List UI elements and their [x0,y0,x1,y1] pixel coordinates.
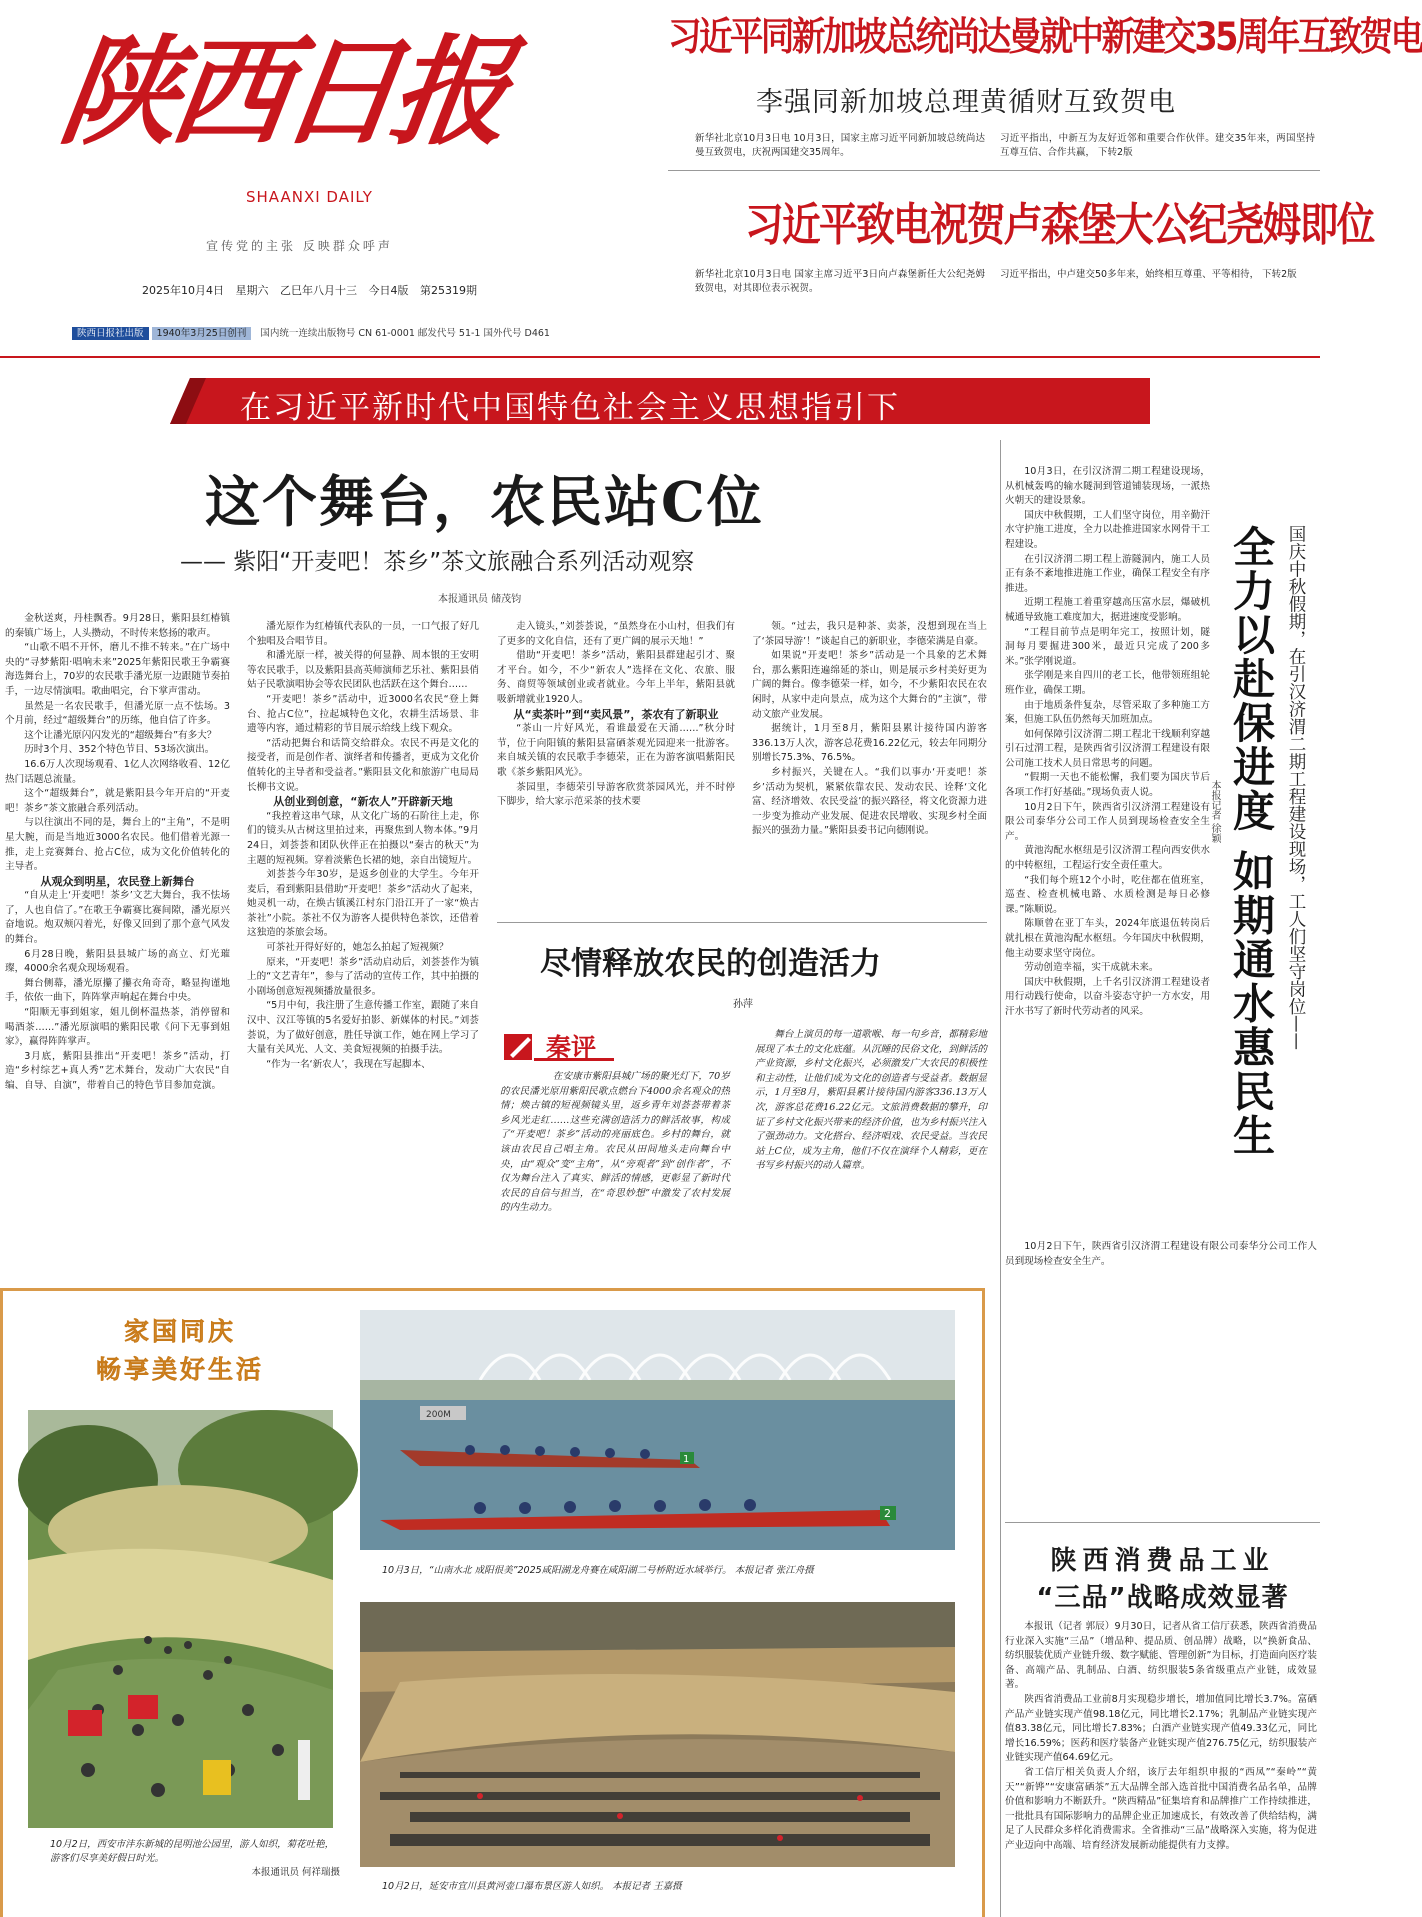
lead-column-1: 金秋送爽，丹桂飘香。9月28日，紫阳县红椿镇的秦镇广场上，人头攒动，不时传来悠扬的歌声。 “山歌不唱不开怀，磨儿不推不转来。”在广场中央的“寻梦紫阳·唱响未来”2025年紫阳民歌王争霸赛海选舞台上，70岁的农民歌手潘光原一边跟随节奏拍手，一边尽情演唱。歌曲唱完，台下掌声雷动。 虽然是一名农民歌手，但潘光原一点不怯场。3个月前，经过“超级舞台”的历练，他自信了许多。 这个让潘光原闪闪发光的“超级舞台”有多大？ 历时3个月、352个特色节目、53场次演出。 16.6万人次现场观看、1亿人次网络收看、12亿热门话题总流量。 这个“超级舞台”，就是紫阳县今年开启的“开麦吧！茶乡”茶文旅融合系列活动。 与以往演出不同的是，舞台上的“主角”，不是明星大腕，而是当地近3000名农民。他们借着光源一推，走上竞赛舞台、抢占C位，成为文化价值转化的主导者。 从观众到明星，农民登上新舞台 “自从走上‘开麦吧！茶乡’文艺大舞台，我不怯场了，人也自信了。”在歌王争霸赛比赛间隙，潘光原兴奋地说。炮双颊闪着光，好像又回到了那个意气风发的舞台。 6月28日晚，紫阳县县城广场的高立、灯光璀璨，4000余名观众现场观看。 舞台侧幕，潘光原攥了攥衣角奇奇，略显拘谨地手，依依一曲下，阵阵掌声响起在舞台中央。 “阳顺无事到姐家，姐儿倒杯温热茶，消停留和喝酒茶……”潘光原演唱的紫阳民歌《问下无事到姐家》，赢得阵阵掌声。 3月底，紫阳县推出“开麦吧！茶乡”活动，打造“乡村综艺+真人秀”艺术舞台，发动广大农民“自编、自导、自演”，带着自己的特色节目参加竞演。 [5,613,230,1091]
photo-hukou-waterfall[interactable] [360,1602,955,1867]
headline-luxembourg[interactable]: 习近平致电祝贺卢森堡大公纪尧姆即位 [745,198,1374,251]
section-subhead: 从创业到创意，“新农人”开辟新天地 [273,795,453,809]
right-story-byline: 本报记者 徐颖 [1209,780,1220,844]
right-story-tail: 10月2日下午，陕西省引汉济渭工程建设有限公司泰华分公司工作人员到现场检查安全生产。 [1005,1241,1317,1267]
continued-link[interactable]: 下转2版 [1262,269,1297,280]
photo-park[interactable] [28,1410,333,1828]
banner-text: 在习近平新时代中国特色社会主义思想指引下 [240,390,900,426]
serial-codes: 国内统一连续出版物号 CN 61-0001 邮发代号 51-1 国外代号 D461 [260,328,550,339]
distance-marker: 200M [426,1410,451,1420]
lead-column-2: 潘光原作为红椿镇代表队的一员，一口气报了好几个独唱及合唱节目。 和潘光原一样，被关得的何显静、周本银的王安明等农民歌手，以及紫阳县高英师演师艺乐社、紫阳县俏姑子民歌演唱协会等农民团队也活跃在这个舞台…… “开麦吧！茶乡”活动中，近3000名农民“登上舞台、抢占C位”，拉起城特色文化，农耕生活场景、非遗等内容，通过精彩的节目展示给线上线下观众。 “活动把舞台和话筒交给群众。农民不再是文化的接受者，而是创作者、演绎者和传播者，更成为文化价值转化的主导者和受益者。”紫阳县文化和旅游广电局局长柳书文说。 从创业到创意，“新农人”开辟新天地 “我控着这串气球，从文化广场的石阶往上走，你们的镜头从古树这里拍过来，再聚焦到人物本体。”9月24日，刘荟荟和团队伙伴正在拍摄以“秦古的秋天”为主题的短视频。穿着淡紫色长裙的她，亲自出镜短片。 刘荟荟今年30岁，是返乡创业的大学生。今年开麦后，看到紫阳县借助“开麦吧！茶乡”活动火了起来，她灵机一动，在焕古镇溪江村东门沿江开了一家“焕古茶社”小院。茶社不仅为游客人提供特色茶饮，还借着这独造的茶旅会场。 可茶社开得好好的，她怎么拍起了短视频？ 原来，“开麦吧！茶乡”活动启动后，刘荟荟作为镇上的“文艺青年”，参与了活动的宣传工作，其中拍摄的小剧场创意短视频播放量很多。 “5月中旬，我注册了生意传播工作室，跟随了来自汉中、汉江等镇的5名爱好拍影、新媒体的村民。”刘荟荟说，为了做好创意，胜任导演工作，她在网上学习了大量有关风光、人文、美食短视频的拍摄手法。 “作为一名‘新农人’，我现在写起脚本、 [247,621,479,1070]
photo-feature-title-line1: 家国同庆 [123,1317,236,1346]
photo-feature-title [75,1312,285,1386]
consumer-goods-text: 本报讯（记者 郭辰）9月30日，记者从省工信厅获悉，陕西省消费品行业深入实施“三品”（增品种、提品质、创品牌）战略，以“换新食品、纺织服装优质产业链升级、数字赋能、管理创新”为目标，打造面向医疗装备、高端产品、乳制品、白酒、纺织服装5条省级重点产业链，成效显著。 陕西省消费品工业前8月实现稳步增长，增加值同比增长3.7%。富硒产品产业链实现产值98.18亿元，同比增长2.17%；乳制品产业链实现产值83.38亿元，同比增长7.83%；白酒产业链实现产值49.33亿元，同比增长16.59%；医药和医疗装备产业链实现产值276.75亿元，纺织服装产业链实现产值64.69亿元。 省工信厅相关负责人介绍，该厅去年组织申报的“西凤”“秦岭”“黄天”“新铧”“安康富硒茶”五大品牌全部入选首批中国消费名品名单，品牌价值和影响力不断跃升。“陕西精品”征集培育和品牌推广工作持续推进，一批批具有国际影响力的品牌企业正加速成长，有效改善了供给结构，满足了人民群众多样化消费需求。全省推动“三品”战略深入实施，将为促进产业迈向中高端、培育经济发展新动能提供有力支撑。 [1005,1621,1317,1851]
lunar-date: 乙巳年八月十三 [280,284,357,297]
commentary-title[interactable]: 尽情释放农民的创造活力 [540,946,881,982]
headline-singapore-text-b: 习近平指出，中新互为友好近邻和重要合作伙伴。建交35年来，两国坚持互尊互信、合作共赢， 下转2版 [1000,133,1315,158]
boat-number-2: 2 [884,1507,891,1520]
masthead-title-en: SHAANXI DAILY [246,188,373,206]
commentary-column-1: 在安康市紫阳县城广场的聚光灯下，70岁的农民潘光原用紫阳民歌点燃台下4000余名观众的热情；焕古镇的短视频镜头里，返乡青年刘荟荟带着茶乡风光走红……这些充满创造活力的鲜活故事，构成了“开麦吧！茶乡”活动的亮丽底色。乡村的舞台，就该由农民自己唱主角。农民从田间地头走向舞台中央，由“观众”变“主角”，从“旁观者”到“创作者”，不仅为舞台注入了真实、鲜活的情感，更彰显了新时代农民的自信与担当，在“奇思妙想”中激发了农村发展的内生动力。 [500,1071,730,1214]
commentary-author: 孙萍 [733,999,753,1010]
right-story-text: 10月3日，在引汉济渭二期工程建设现场，从机械轰鸣的输水隧洞到管道铺装现场，一派热火朝天的建设景象。 国庆中秋假期，工人们坚守岗位，用辛勤汗水守护施工进度，全力以赴推进国家水网骨干工程建设。 在引汉济渭二期工程上游隧洞内，施工人员正有条不紊地推进施工作业，确保工程安全有序推进。 近期工程施工着重穿越高压富水层，爆破机械通导致施工难度加大，据进速度受影响。 “工程目前节点是明年完工，按照计划，隧洞每月要掘进300米，最近只完成了200多米。”张学刚说道。 张学刚是来自四川的老工长，他带领班组轮班作业，确保工期。 由于地质条件复杂，尽管采取了多种施工方案，但施工队伍仍然每天加班加点。 如何保障引汉济渭二期工程北干线顺利穿越引石过渭工程，是陕西省引汉济渭工程建设有限公司施工技术人员日常思考的问题。 “假期一天也不能松懈，我们要为国庆节后各项工作打好基础。”现场负责人说。 10月2日下午，陕西省引汉济渭工程建设有限公司泰华分公司工作人员到现场检查安全生产。 黄池沟配水枢纽是引汉济渭工程向西安供水的中转枢纽，工程运行安全责任重大。 “我们每个班12个小时，吃住都在值班室，巡查、检查机械电路、水质检测是每日必修课。”陈顺说。 陈顺曾在亚丁车头，2024年底退伍转岗后就扎根在黄池沟配水枢纽。今年国庆中秋假期，他主动要求坚守岗位。 劳动创造幸福，实干成就未来。 国庆中秋假期，上千名引汉济渭工程建设者用行动践行使命，以奋斗姿态守护一方水安，用汗水书写了新时代劳动者的风采。 [1005,466,1210,1017]
continued-link[interactable]: 下转2版 [1098,147,1133,158]
photo-dragon-boat[interactable] [360,1310,955,1550]
lead-column-3: 走入镜头，”刘荟荟说，“虽然身在小山村，但我们有了更多的文化自信，还有了更广阔的展示天地！” 借助“开麦吧！茶乡”活动，紫阳县群建起引才、聚才平台。如今，不少“新农人”选择在文化、农旅、服务、商贸等领域创业或者就业。今年上半年，紫阳县就吸新增就业1920人。 从“卖茶叶”到“卖风景”，茶农有了新职业 “茶山一片好风光，看谁最爱在天涌……”秋分时节，位于向阳镇的紫阳县富硒茶观光园迎来一批游客。来自城关镇的农民歌手李德荣，正在为游客演唱紫阳民歌《茶乡紫阳风光》。 茶园里，李德荣引导游客欣赏茶园风光，并不时停下脚步，给大家示范采茶的技术要 [497,621,735,808]
consumer-goods-title-line1: 陕西消费品工业 [1050,1546,1275,1576]
headline-luxembourg-text-b: 习近平指出，中卢建交50多年来，始终相互尊重、平等相待， 下转2版 [1000,269,1297,280]
masthead-title: 陕西日报 [52,22,512,161]
photo-feature-title-line2: 畅享美好生活 [95,1355,264,1384]
right-story-kicker: 国庆中秋假期，在引汉济渭二期工程建设现场，工人们坚守岗位—— [1286,525,1306,1050]
commentary-badge-label: 秦评 [546,1033,597,1062]
commentary-column-2: 舞台上演员的每一道歌喉、每一句乡音，都精彩地展现了本土的文化底蕴。从沉睡的民俗文化，到鲜活的产业资源，乡村文化振兴，必须激发广大农民的积极性和主动性，让他们成为文化的创造者与受益者。数据显示，1月至8月，紫阳县累计接待国内游客336.13万人次，游客总花费16.22亿元。文旅消费数据的攀升，印证了乡村文化振兴带来的经济价值，也为乡村振兴注入了强劲动力。文化搭台、经济唱戏、农民受益。当农民站上C位，成为主角，他们不仅在演绎个人精彩，更在书写乡村振兴的动人篇章。 [755,1029,987,1172]
lead-title[interactable]: 这个舞台，农民站C位 [205,469,764,534]
consumer-goods-title[interactable] [1010,1540,1315,1614]
issue-number: 第25319期 [420,284,477,297]
photo-dragon-boat-caption: 10月3日，“山南水北 成阳很美”2025咸阳湖龙舟赛在咸阳湖二号桥附近水域举行。 本报记者 张江舟摄 [382,1565,814,1576]
headline-singapore-text-a: 新华社北京10月3日电 10月3日，国家主席习近平同新加坡总统尚达曼互致贺电，庆祝两国建交35周年。 [695,133,985,158]
weekday: 星期六 [235,284,269,297]
date-line [142,282,477,298]
commentary-badge [500,1028,620,1066]
thematic-banner [170,378,1150,424]
photo-hukou-caption: 10月2日，延安市宜川县黄河壶口瀑布景区游人如织。 本报记者 王嘉摄 [382,1881,682,1892]
headline-singapore-sub: 李强同新加坡总理黄循财互致贺电 [756,87,1176,118]
lead-subtitle: —— 紫阳“开麦吧！茶乡”茶文旅融合系列活动观察 [180,549,695,575]
photo-park-byline: 本报通讯员 何祥瑞摄 [251,1867,340,1878]
founded-date: 1940年3月25日创刊 [152,327,252,340]
section-subhead: 从“卖茶叶”到“卖风景”，茶农有了新职业 [513,707,719,721]
slogan: 宣传党的主张 反映群众呼声 [206,239,393,253]
right-story-vertical-title[interactable]: 全力以赴保进度 如期通水惠民生 [1227,525,1276,1158]
page-count: 今日4版 [368,284,409,297]
headline-singapore[interactable]: 习近平同新加坡总统尚达曼就中新建交35周年互致贺电 [668,15,1422,60]
boat-number-1: 1 [683,1454,690,1465]
issue-date: 2025年10月4日 [142,284,224,297]
masthead [0,0,660,330]
section-subhead: 从观众到明星，农民登上新舞台 [40,874,195,888]
headline-luxembourg-text-a: 新华社北京10月3日电 国家主席习近平3日向卢森堡新任大公纪尧姆致贺电，对其即位表示祝贺。 [695,269,985,294]
photo-park-caption: 10月2日，西安市沣东新城的昆明池公园里，游人如织，菊花吐艳，游客们尽享美好假日时光。 本报通讯员 何祥瑞摄 [50,1839,340,1878]
lead-column-4: 领。“过去，我只是种茶、卖茶，没想到现在当上了‘茶园导游’！”谈起自己的新职业，李德荣满是自豪。 如果说“开麦吧！茶乡”活动是一个具象的艺术舞台，那么紫阳连遍绵延的茶山，则是展示乡村美好更为广阔的舞台。像李德荣一样，如今，不少紫阳农民在农闲时，从家中走向景点，成为这个大舞台的“主演”，带动文旅产业发展。 据统计，1月至8月，紫阳县累计接待国内游客336.13万人次，游客总花费16.22亿元，较去年同期分别增长75.3%、76.5%。 乡村振兴，关键在人。“我们以事办‘开麦吧！茶乡’活动为契机，紧紧依靠农民、发动农民、诠释‘文化富、经济增效、农民受益’的振兴路径，将文化资源力进一步变为推动产业发展、促进农民增收、实现乡村全面振兴的强劲力量。”紫阳县委书记向德刚说。 [752,621,987,837]
publisher-badge: 陕西日报社出版 [72,327,149,340]
consumer-goods-title-line2: “三品”战略成效显著 [1036,1583,1289,1613]
lead-byline: 本报通讯员 储茂钧 [438,594,522,605]
publication-info-bar [72,325,662,341]
